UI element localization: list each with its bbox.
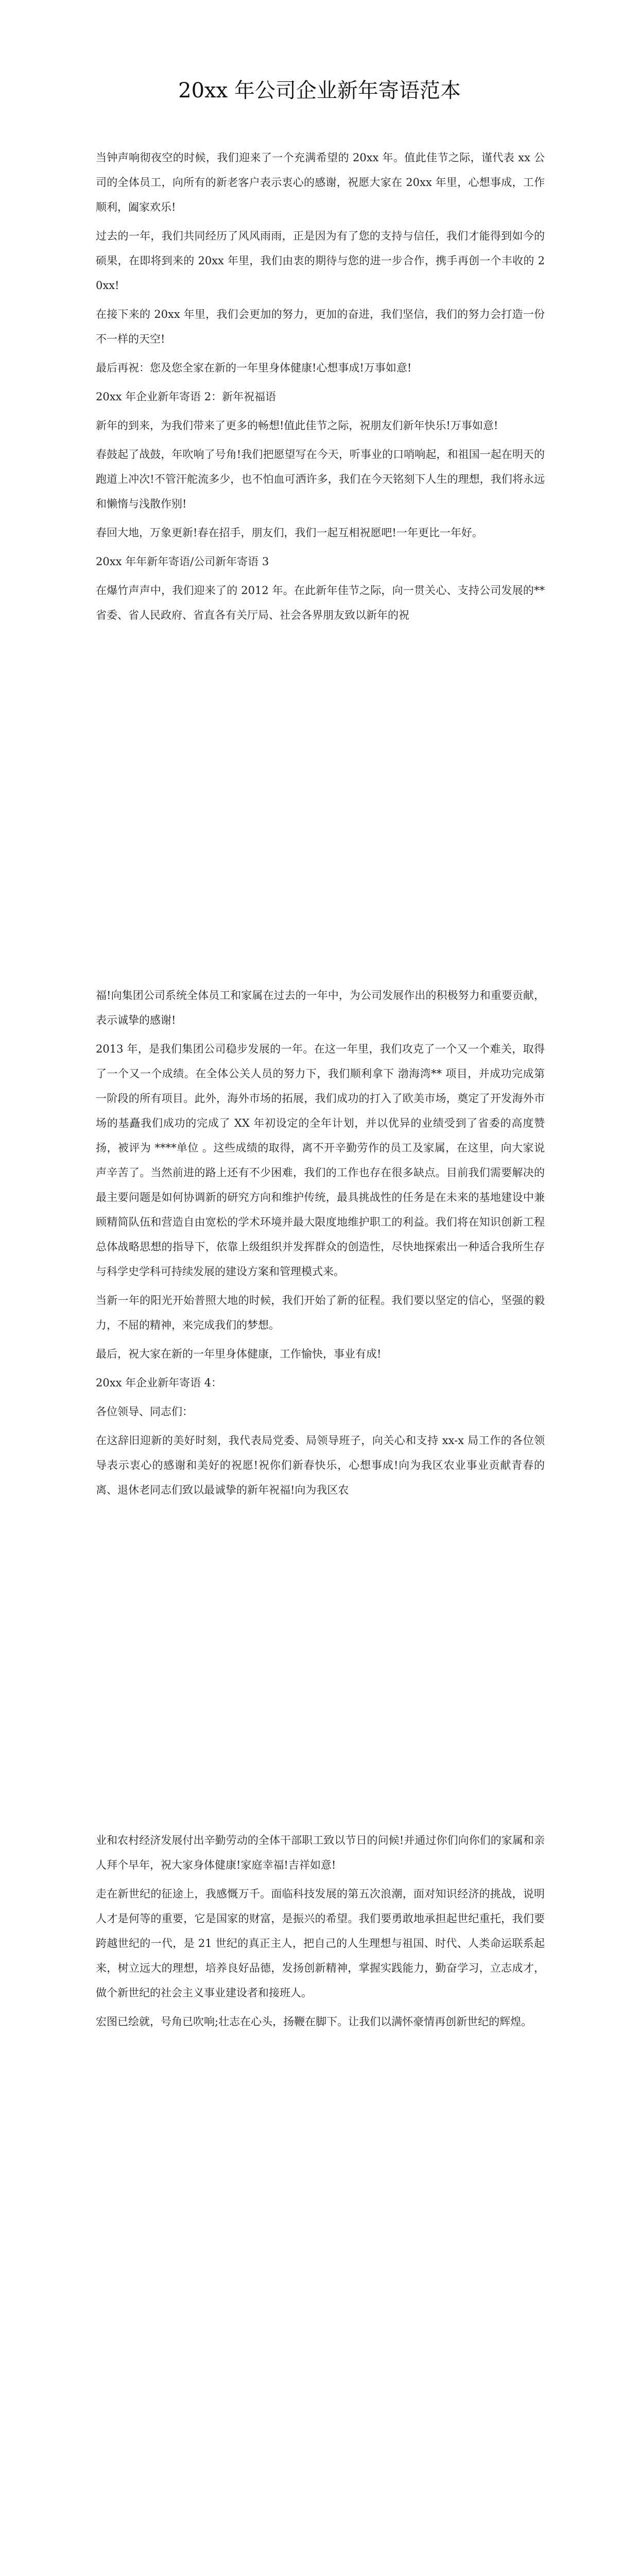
paragraph: 最后再祝：您及您全家在新的一年里身体健康!心想事成!万事如意! bbox=[96, 362, 412, 374]
document-title: 20xx 年公司企业新年寄语范本 bbox=[178, 79, 461, 103]
paragraph: 宏图已绘就，号角已吹响;壮志在心头，扬鞭在脚下。让我们以满怀豪情再创新世纪的辉煌。 bbox=[96, 2015, 532, 2028]
section-heading: 20xx 年年新年寄语/公司新年寄语 3 bbox=[96, 555, 269, 568]
paragraph: 当新一年的阳光开始普照大地的时候，我们开始了新的征程。我们要以坚定的信心，坚强的毅力，不屈的精神，来完成我们的梦想。 bbox=[96, 1294, 545, 1331]
paragraph: 当钟声响彻夜空的时候，我们迎来了一个充满希望的 20xx 年。值此佳节之际，谨代表 xx 公司的全体员工，向所有的新老客户表示衷心的感谢，祝愿大家在 20xx 年里，心想事成，工作顺利，阖家欢乐! bbox=[96, 151, 545, 213]
paragraph: 新年的到来，为我们带来了更多的畅想!值此佳节之际，祝朋友们新年快乐!万事如意! bbox=[96, 419, 498, 432]
paragraph: 过去的一年，我们共同经历了风风雨雨，正是因为有了您的支持与信任，我们才能得到如今的硕果，在即将到来的 20xx 年里，我们由衷的期待与您的进一步合作，携手再创一个丰收的 20xx! bbox=[96, 230, 545, 292]
paragraph: 各位领导、同志们： bbox=[96, 1405, 193, 1418]
text-section-1 bbox=[96, 145, 545, 632]
paragraph: 春鼓起了战鼓，年吹响了号角!我们把愿望写在今天，听事业的口哨响起，和祖国一起在明天的跑道上冲次!不管汗舵流多少，也不怕血可洒许多，我们在今天铭刻下人生的理想，我们将永远和懒惰与浅散作别! bbox=[96, 448, 545, 510]
paragraph: 在这辞旧迎新的美好时刻，我代表局党委、局领导班子，向关心和支持 xx-x 局工作的各位领导表示衷心的感谢和美好的祝愿!祝你们新春快乐，心想事成!向为我区农业事业贡献青春的离、退休老同志们致以最诚挚的新年祝福!向为我区农 bbox=[96, 1434, 545, 1496]
paragraph: 最后，祝大家在新的一年里身体健康，工作愉快，事业有成! bbox=[96, 1348, 382, 1360]
paragraph: 业和农村经济发展付出辛勤劳动的全体干部职工致以节日的问候!并通过你们向你们的家属和亲人拜个早年，祝大家身体健康!家庭幸福!吉祥如意! bbox=[96, 1834, 545, 1871]
section-heading: 20xx 年企业新年寄语 2：新年祝福语 bbox=[96, 391, 277, 403]
paragraph: 走在新世纪的征途上，我感慨万千。面临科技发展的第五次浪潮，面对知识经济的挑战，说明人才是何等的重要，它是国家的财富，是振兴的希望。我们要勇敢地承担起世纪重托，我们要跨越世纪的一代，是 21 世纪的真正主人，把自己的人生理想与祖国、时代、人类命运联系起来，树立远大的理想，培养良好品德，发扬创新精神，掌握实践能力，勤奋学习，立志成才，做个新世纪的社会主义事业建设者和接班人。 bbox=[96, 1888, 545, 1999]
paragraph: 在爆竹声声中，我们迎来了的 2012 年。在此新年佳节之际，向一贯关心、支持公司发展的**省委、省人民政府、省直各有关厅局、社会各界朋友致以新年的祝 bbox=[96, 584, 545, 621]
paragraph: 在接下来的 20xx 年里，我们会更加的努力，更加的奋进，我们坚信，我们的努力会打造一份不一样的天空! bbox=[96, 308, 545, 345]
text-section-2 bbox=[96, 983, 545, 1506]
text-section-3 bbox=[96, 1828, 545, 2038]
paragraph: 2013 年，是我们集团公司稳步发展的一年。在这一年里，我们攻克了一个又一个难关，取得了一个又一个成绩。在全体公关人员的努力下，我们顺利拿下 渤海湾** 项目，并成功完成第一阶段的所有项目。此外，海外市场的拓展，我们成功的打入了欧美市场，奠定了开发海外市场的基矗我们成功的完成了 XX 年初设定的全年计划，并以优异的业绩受到了省委的高度赞扬，被评为 ****单位 。这些成绩的取得，离不开辛勤劳作的员工及家属，在这里，向大家说声辛苦了。当然前进的路上还有不少困难，我们的工作也存在很多缺点。目前我们需要解决的最主要问题是如何协调新的研究方向和维护传统，最具挑战性的任务是在未来的基地建设中兼顾精简队伍和营造自由宽松的学术环境并最大限度地维护职工的利益。我们将在知识创新工程总体战略思想的指导下，依靠上级组织并发挥群众的创造性，尽快地探索出一种适合我所生存与科学史学科可持续发展的建设方案和管理模式来。 bbox=[96, 1043, 545, 1278]
section-heading: 20xx 年企业新年寄语 4： bbox=[96, 1377, 222, 1389]
paragraph: 春回大地，万象更新!春在招手，朋友们，我们一起互相祝愿吧!一年更比一年好。 bbox=[96, 527, 483, 539]
paragraph: 福!向集团公司系统全体员工和家属在过去的一年中，为公司发展作出的积极努力和重要贡献，表示诚挚的感谢! bbox=[96, 989, 545, 1026]
